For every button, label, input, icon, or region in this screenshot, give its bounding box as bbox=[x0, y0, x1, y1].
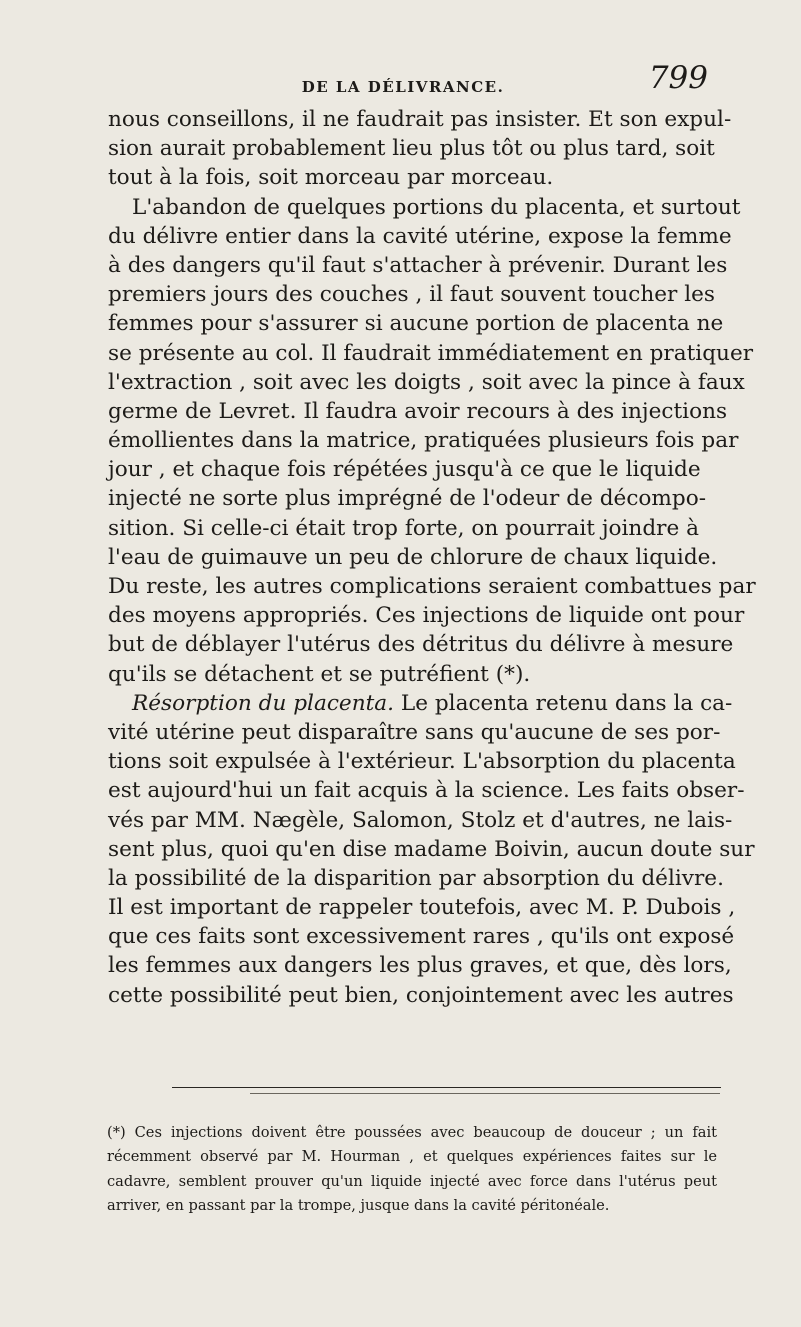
text-line: Du reste, les autres complications seraient combattues par bbox=[108, 574, 756, 599]
text-line: sent plus, quoi qu'en dise madame Boivin, aucun doute sur bbox=[108, 836, 755, 862]
text-line: Il est important de rappeler toutefois, avec M. P. Dubois , bbox=[108, 895, 736, 921]
text-line: jour , et chaque fois répétées jusqu'à ce que le liquide bbox=[108, 457, 701, 483]
text-line: sition. Si celle-ci était trop forte, on pourrait joindre à bbox=[108, 515, 700, 541]
footnote-line: arriver, en passant par la trompe, jusque dans la cavité péritonéale. bbox=[107, 1197, 610, 1215]
text-line: but de déblayer l'utérus des détritus du délivre à mesure bbox=[108, 632, 734, 658]
text-line: cette possibilité peut bien, conjointement avec les autres bbox=[108, 982, 734, 1008]
text-line: se présente au col. Il faudrait immédiatement en pratiquer bbox=[108, 340, 754, 366]
footnote-line: cadavre, semblent prouver qu'un liquide injecté avec force dans l'utérus peut bbox=[107, 1172, 717, 1190]
text-line: germe de Levret. Il faudra avoir recours à des injections bbox=[108, 398, 728, 424]
text-line: nous conseillons, il ne faudrait pas insister. Et son expul- bbox=[108, 107, 732, 132]
text-line: premiers jours des couches , il faut souvent toucher les bbox=[108, 282, 715, 308]
text-line: qu'ils se détachent et se putréfient (*). bbox=[108, 661, 531, 687]
running-title: DE LA DÉLIVRANCE. bbox=[301, 78, 505, 96]
text-line: vité utérine peut disparaître sans qu'aucune de ses por- bbox=[108, 719, 721, 745]
body-text bbox=[108, 105, 756, 1010]
text-line: vés par MM. Nægèle, Salomon, Stolz et d'autres, ne lais- bbox=[108, 807, 733, 833]
footnote-rule-secondary bbox=[250, 1093, 720, 1094]
text-line: tout à la fois, soit morceau par morceau. bbox=[108, 165, 554, 191]
text-line: injecté ne sorte plus imprégné de l'odeur de décompo- bbox=[108, 486, 707, 512]
text-line: femmes pour s'assurer si aucune portion de placenta ne bbox=[108, 311, 724, 337]
footnote-line: récemment observé par M. Hourman , et quelques expériences faites sur le bbox=[107, 1148, 717, 1166]
page-number: 799 bbox=[648, 60, 708, 96]
footnote-line: (*) Ces injections doivent être poussées avec beaucoup de douceur ; un fait bbox=[107, 1124, 717, 1141]
text-line: tions soit expulsée à l'extérieur. L'absorption du placenta bbox=[108, 749, 736, 775]
section-first-line bbox=[108, 689, 733, 718]
text-line: la possibilité de la disparition par absorption du délivre. bbox=[108, 865, 724, 891]
footnote-rule bbox=[172, 1087, 721, 1088]
text-line: L'abandon de quelques portions du placenta, et surtout bbox=[132, 194, 741, 220]
section-first-line-rest: Le placenta retenu dans la ca- bbox=[394, 690, 733, 716]
text-line: que ces faits sont excessivement rares , qu'ils ont exposé bbox=[108, 924, 735, 950]
section-heading: Résorption du placenta. bbox=[132, 690, 395, 716]
text-line: sion aurait probablement lieu plus tôt ou plus tard, soit bbox=[108, 136, 715, 162]
footnote bbox=[107, 1121, 717, 1219]
text-line: du délivre entier dans la cavité utérine, expose la femme bbox=[108, 223, 732, 249]
text-line: des moyens appropriés. Ces injections de liquide ont pour bbox=[108, 603, 745, 629]
text-line: l'extraction , soit avec les doigts , soit avec la pince à faux bbox=[108, 369, 745, 395]
text-line: émollientes dans la matrice, pratiquées plusieurs fois par bbox=[108, 428, 739, 454]
text-line: est aujourd'hui un fait acquis à la science. Les faits obser- bbox=[108, 778, 745, 804]
text-line: à des dangers qu'il faut s'attacher à prévenir. Durant les bbox=[108, 252, 728, 278]
text-line: les femmes aux dangers les plus graves, et que, dès lors, bbox=[108, 953, 732, 979]
text-line: l'eau de guimauve un peu de chlorure de chaux liquide. bbox=[108, 544, 718, 570]
